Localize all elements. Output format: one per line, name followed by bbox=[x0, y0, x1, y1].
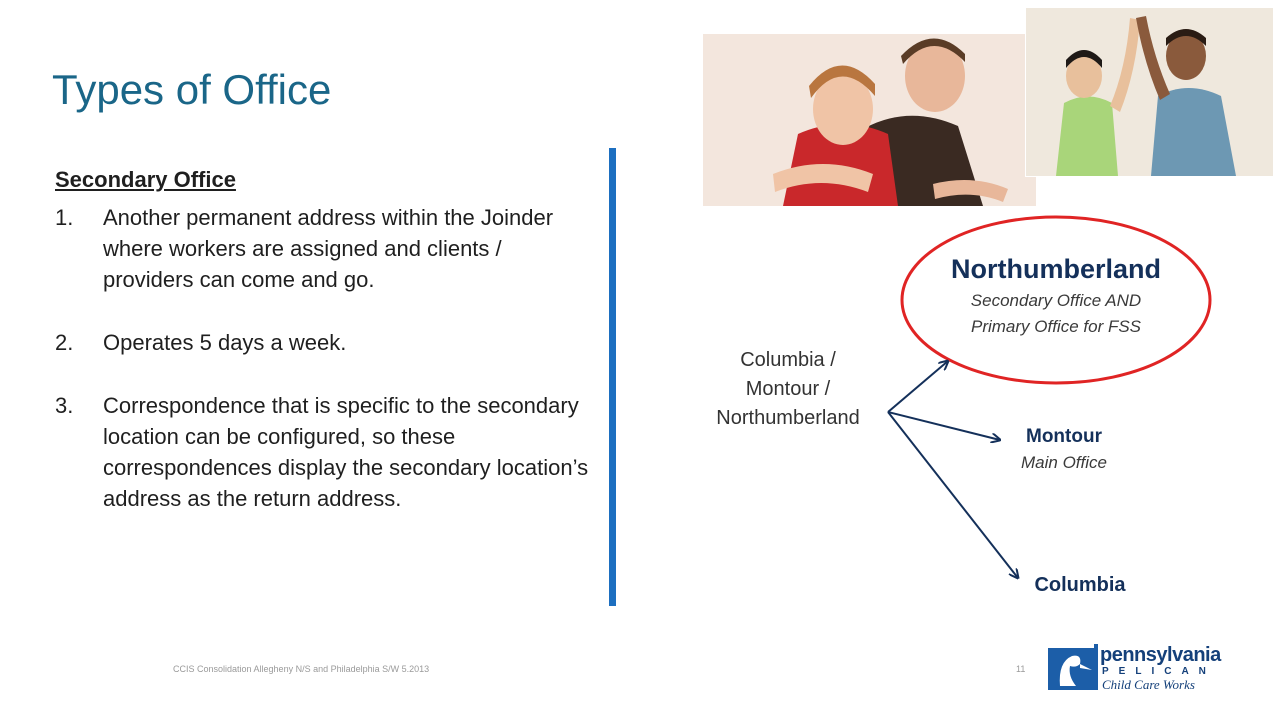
bullet-number: 2. bbox=[55, 330, 74, 355]
bullet-number: 1. bbox=[55, 205, 74, 230]
logo-wordmark: pennsylvania bbox=[1100, 644, 1221, 666]
slide-title: Types of Office bbox=[52, 66, 332, 113]
photo-illustration bbox=[703, 34, 1036, 206]
joinder-source-node bbox=[695, 346, 881, 433]
bullet-number: 3. bbox=[55, 393, 74, 418]
montour-name: Montour bbox=[1026, 426, 1102, 447]
list-item bbox=[55, 327, 595, 358]
list-item bbox=[55, 202, 595, 295]
keystone-pelican-icon bbox=[1046, 642, 1098, 692]
photo-boys-back-to-back bbox=[703, 34, 1036, 206]
arrow-to-montour bbox=[888, 412, 1000, 440]
bullet-list bbox=[55, 202, 595, 546]
northumberland-node bbox=[905, 250, 1207, 340]
bullet-text: Another permanent address within the Joinder where workers are assigned and clients / providers can come and go. bbox=[103, 205, 554, 292]
photo-boys-high-five bbox=[1025, 7, 1274, 177]
list-item bbox=[55, 390, 595, 514]
source-line: Montour / bbox=[745, 378, 831, 400]
logo-tagline: Child Care Works bbox=[1102, 677, 1195, 692]
pa-pelican-logo bbox=[1046, 642, 1226, 694]
northumberland-desc-line1: Secondary Office AND bbox=[970, 291, 1142, 310]
montour-desc: Main Office bbox=[1021, 453, 1107, 472]
northumberland-desc-line2: Primary Office for FSS bbox=[970, 317, 1142, 336]
arrow-to-northumberland bbox=[888, 361, 948, 412]
page-number: 11 bbox=[1016, 664, 1026, 674]
vertical-divider bbox=[609, 148, 616, 606]
source-line: Northumberland bbox=[716, 407, 860, 429]
photo-illustration bbox=[1026, 8, 1273, 176]
columbia-node: Columbia bbox=[1034, 574, 1126, 596]
montour-node bbox=[990, 424, 1138, 476]
section-heading: Secondary Office bbox=[55, 167, 236, 192]
logo-pelican-text: PELICAN bbox=[1102, 666, 1216, 677]
northumberland-name: Northumberland bbox=[950, 254, 1161, 284]
bullet-text: Correspondence that is specific to the secondary location can be configured, so these correspondences display the secondary location’s address as the return address. bbox=[103, 393, 589, 511]
bullet-text: Operates 5 days a week. bbox=[103, 330, 347, 355]
source-line: Columbia / bbox=[740, 349, 836, 371]
footer-caption: CCIS Consolidation Allegheny N/S and Philadelphia S/W 5.2013 bbox=[173, 664, 430, 674]
